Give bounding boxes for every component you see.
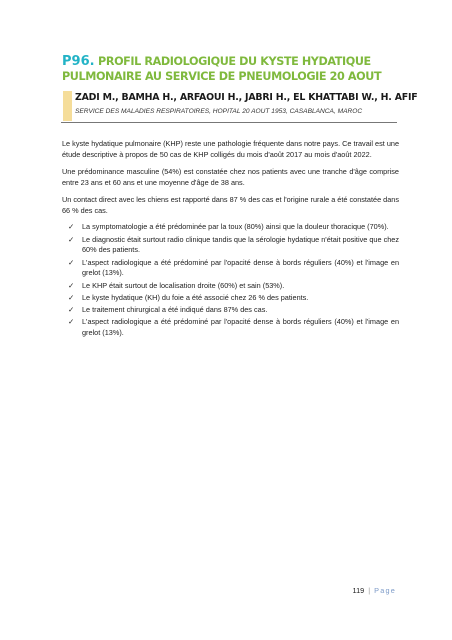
list-item-text: Le KHP était surtout de localisation droite (60%) et sain (53%). xyxy=(82,280,285,290)
page-footer xyxy=(353,586,396,595)
title-line-2: PULMONAIRE AU SERVICE DE PNEUMOLOGIE 20 AOUT xyxy=(62,70,382,83)
list-item xyxy=(68,258,399,280)
page-label: Page xyxy=(374,586,396,595)
list-item xyxy=(68,222,399,233)
footer-separator: | xyxy=(368,586,371,595)
list-item-text: Le diagnostic était surtout radio clinique tandis que la sérologie hydatique n'était positive que chez 60% des patients. xyxy=(82,234,399,255)
check-icon: ✓ xyxy=(68,257,75,267)
abstract-code: P96. xyxy=(62,54,95,69)
affiliation: SERVICE DES MALADIES RESPIRATOIRES, HOPITAL 20 AOUT 1953, CASABLANCA, MAROC xyxy=(75,108,363,115)
check-icon: ✓ xyxy=(68,316,75,326)
list-item-text: L'aspect radiologique a été prédominé par l'opacité dense à bords réguliers (40%) et l'image en grelot (13%). xyxy=(82,257,399,278)
findings-list xyxy=(62,222,399,338)
list-item xyxy=(68,293,399,304)
abstract-body xyxy=(62,139,399,340)
check-icon: ✓ xyxy=(68,234,75,244)
list-item xyxy=(68,235,399,257)
check-icon: ✓ xyxy=(68,292,75,302)
list-item-text: La symptomatologie a été prédominée par la toux (80%) ainsi que la douleur thoracique (70%). xyxy=(82,222,389,232)
check-icon: ✓ xyxy=(68,280,75,290)
authors: ZADI M., BAMHA H., ARFAOUI H., JABRI H., EL KHATTABI W., H. AFIF xyxy=(75,92,418,103)
list-item-text: L'aspect radiologique a été prédominé par l'opacité dense à bords réguliers (40%) et l'image en grelot (13%). xyxy=(82,316,399,337)
title-line-1 xyxy=(62,54,402,69)
list-item xyxy=(68,305,399,316)
page-number: 119 xyxy=(352,586,365,595)
paragraph-demographics: Une prédominance masculine (54%) est constatée chez nos patients avec une tranche d'âge comprise entre 23 ans et 60 ans et une moyenne d'âge de 38 ans. xyxy=(62,166,399,187)
title-text-1: PROFIL RADIOLOGIQUE DU KYSTE HYDATIQUE xyxy=(94,55,371,68)
divider xyxy=(61,122,397,123)
paragraph-intro: Le kyste hydatique pulmonaire (KHP) reste une pathologie fréquente dans notre pays. Ce travail est une étude descriptive à propos de 50 cas de KHP colligés du mois d'août 2017 au mois d'août 2022. xyxy=(62,139,399,159)
list-item xyxy=(68,281,399,292)
list-item-text: Le traitement chirurgical a été indiqué dans 87% des cas. xyxy=(82,304,268,314)
list-item-text: Le kyste hydatique (KH) du foie a été associé chez 26 % des patients. xyxy=(82,292,309,302)
check-icon: ✓ xyxy=(68,304,75,314)
check-icon: ✓ xyxy=(68,222,75,232)
abstract-title xyxy=(62,54,402,84)
accent-bar xyxy=(63,91,72,121)
list-item xyxy=(68,317,399,339)
paragraph-exposure: Un contact direct avec les chiens est rapporté dans 87 % des cas et l'origine rurale a été constatée dans 66 % des cas. xyxy=(62,194,399,215)
